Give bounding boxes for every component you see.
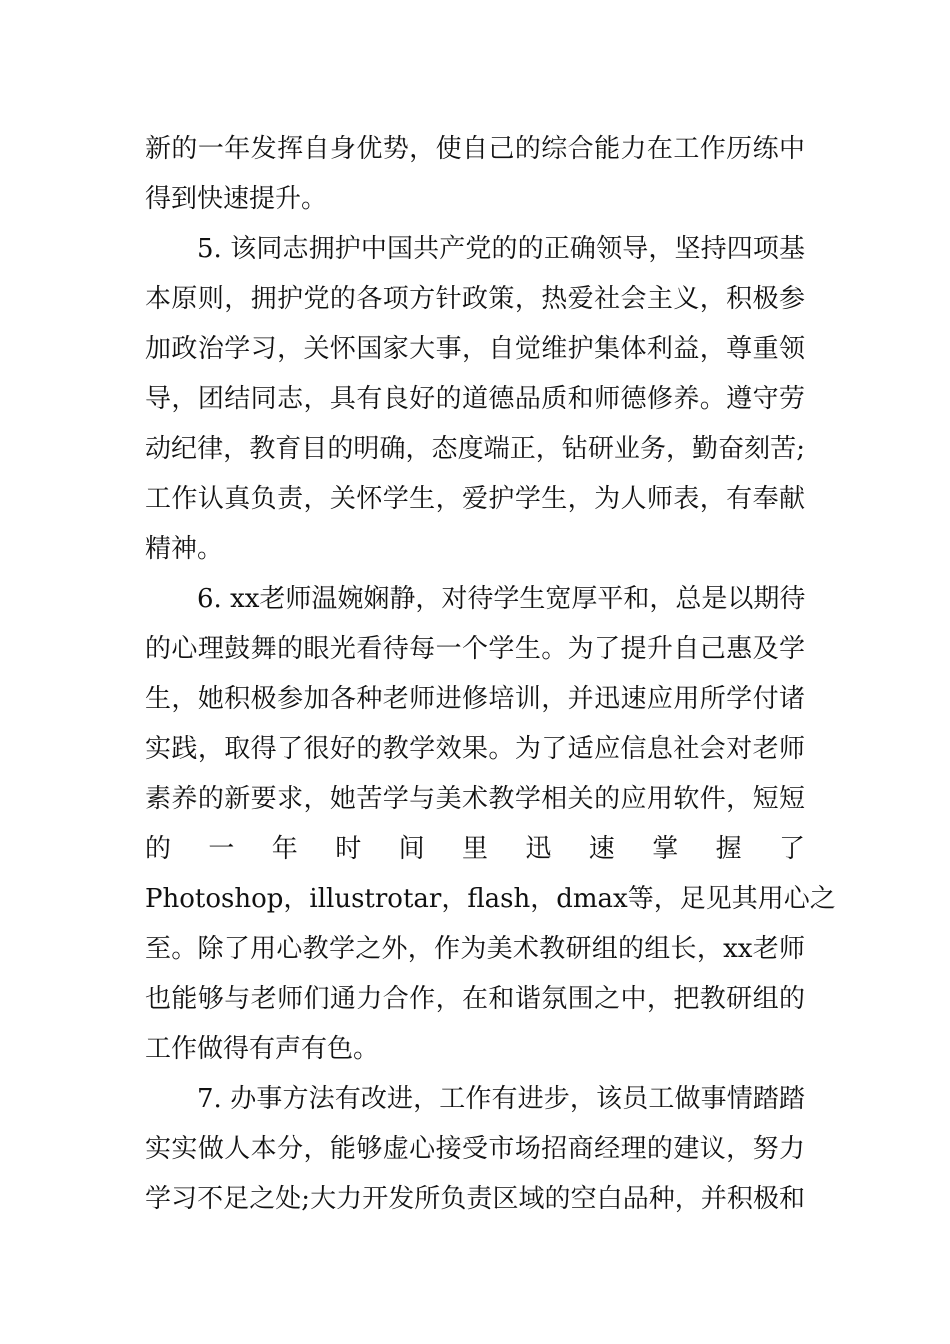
text-line: 学习不足之处;大力开发所负责区域的空白品种，并积极和: [145, 1184, 805, 1214]
text-line: 也能够与老师们通力合作，在和谐氛围之中，把教研组的: [145, 984, 805, 1014]
text-line: 的心理鼓舞的眼光看待每一个学生。为了提升自己惠及学: [145, 634, 805, 664]
text-line: 动纪律，教育目的明确，态度端正，钻研业务，勤奋刻苦;: [145, 434, 805, 464]
text-line: 素养的新要求，她苦学与美术教学相关的应用软件，短短: [145, 784, 805, 814]
text-line: 本原则，拥护党的各项方针政策，热爱社会主义，积极参: [145, 284, 805, 314]
text-line: 工作做得有声有色。: [145, 1034, 380, 1064]
text-line: Photoshop，illustrotar，flash，dmax等，足见其用心之: [145, 884, 836, 914]
paragraph-start-line: 6. xx老师温婉娴静，对待学生宽厚平和，总是以期待: [197, 584, 806, 614]
text-line: 工作认真负责，关怀学生，爱护学生，为人师表，有奉献: [145, 484, 805, 514]
text-line: 精神。: [145, 534, 224, 564]
text-line: 生，她积极参加各种老师进修培训，并迅速应用所学付诸: [145, 684, 805, 714]
text-line: 至。除了用心教学之外，作为美术教研组的组长，xx老师: [145, 934, 805, 964]
text-line: 实践，取得了很好的教学效果。为了适应信息社会对老师: [145, 734, 805, 764]
text-line: 的 一 年 时 间 里 迅 速 掌 握 了: [145, 834, 805, 864]
text-line: 加政治学习，关怀国家大事，自觉维护集体利益，尊重领: [145, 334, 805, 364]
text-line: 实实做人本分，能够虚心接受市场招商经理的建议，努力: [145, 1134, 805, 1164]
paragraph-start-line: 5. 该同志拥护中国共产党的的正确领导，坚持四项基: [197, 234, 805, 264]
paragraph-start-line: 7. 办事方法有改进，工作有进步，该员工做事情踏踏: [197, 1084, 805, 1114]
text-line: 导，团结同志，具有良好的道德品质和师德修养。遵守劳: [145, 384, 805, 414]
text-line: 得到快速提升。: [145, 184, 328, 214]
text-line: 新的一年发挥自身优势，使自己的综合能力在工作历练中: [145, 134, 805, 164]
